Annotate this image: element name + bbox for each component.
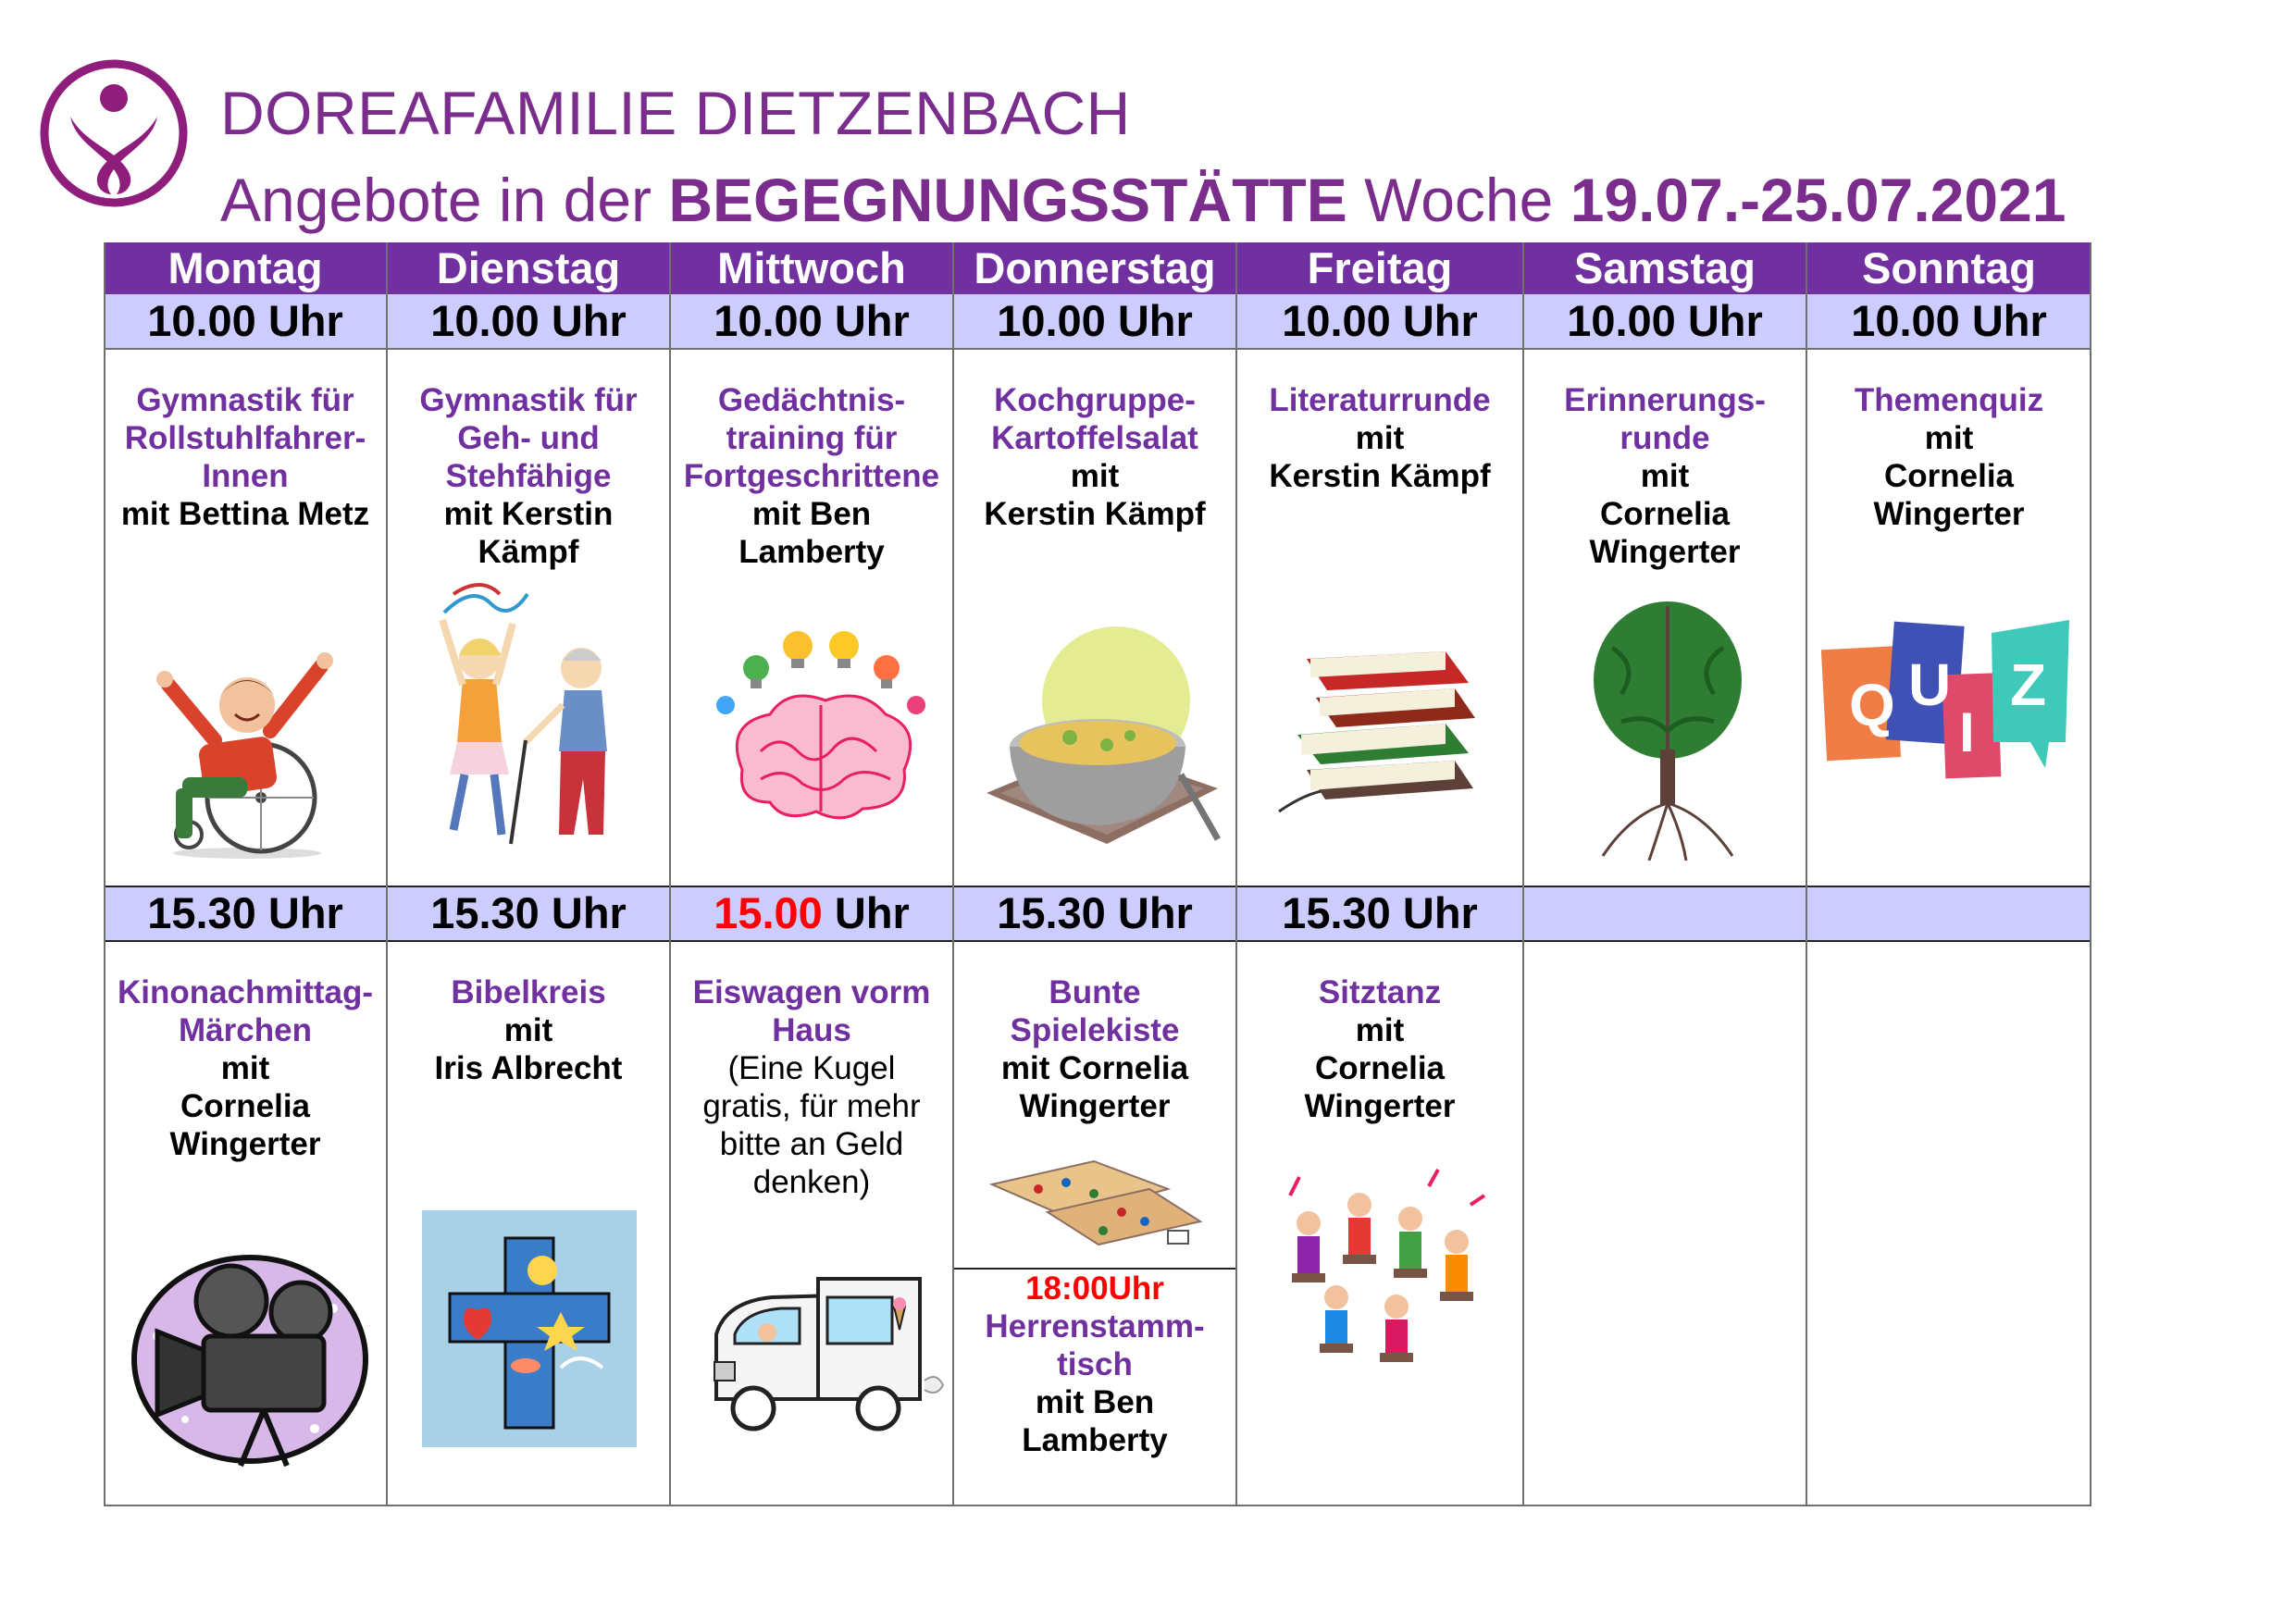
title-week: Woche <box>1364 166 1554 234</box>
weekly-schedule-table <box>104 242 2091 1506</box>
quiz-letter-z: Z <box>2010 651 2047 718</box>
afternoon-activity-friday: Sitztanz mit Cornelia Wingerter <box>1304 974 1456 1124</box>
table-border-right <box>2090 242 2091 1506</box>
afternoon-time-wednesday: 15.00 Uhr <box>670 886 953 940</box>
page-title <box>220 165 2066 235</box>
morning-activity-thursday: Kochgruppe- Kartoffelsalat mit Kerstin Kämpf <box>984 382 1206 532</box>
table-divider <box>953 1268 1236 1270</box>
afternoon-time-thursday: 15.30 Uhr <box>953 886 1236 940</box>
day-header-monday: Montag <box>104 242 387 294</box>
colorful-cross-icon <box>422 1210 637 1447</box>
column-divider <box>1806 242 1807 1506</box>
column-divider <box>1235 242 1237 1506</box>
morning-activity-wednesday: Gedächtnis- training für Fortgeschrittene mit Ben Lamberty <box>683 382 940 570</box>
day-header-wednesday: Mittwoch <box>670 242 953 294</box>
seated-dance-icon <box>1272 1168 1490 1371</box>
evening-activity-thursday: 18:00Uhr Herrenstamm- tisch mit Ben Lamberty <box>985 1270 1205 1458</box>
afternoon-activity-thursday: Bunte Spielekiste mit Cornelia Wingerter <box>1000 974 1189 1124</box>
table-divider <box>104 348 2091 350</box>
title-place: BEGEGNUNGSSTÄTTE <box>668 166 1347 234</box>
afternoon-time-sunday <box>1806 886 2091 940</box>
morning-time-wednesday: 10.00 Uhr <box>670 294 953 348</box>
quiz-letter-i: I <box>1959 701 1975 763</box>
morning-activity-sunday: Themenquiz mit Cornelia Wingerter <box>1854 382 2044 532</box>
morning-time-tuesday: 10.00 Uhr <box>387 294 670 348</box>
title-dates: 19.07.-25.07.2021 <box>1570 166 2066 234</box>
morning-time-thursday: 10.00 Uhr <box>953 294 1236 348</box>
table-divider <box>104 886 2091 887</box>
brain-lightbulbs-icon <box>705 613 937 835</box>
day-header-sunday: Sonntag <box>1806 242 2091 294</box>
morning-time-friday: 10.00 Uhr <box>1236 294 1523 348</box>
morning-activity-monday: Gymnastik für Rollstuhlfahrer- Innen mit Bettina Metz <box>120 382 370 532</box>
morning-time-sunday: 10.00 Uhr <box>1806 294 2091 348</box>
table-divider <box>104 940 2091 942</box>
table-border-bottom <box>104 1505 2091 1506</box>
book-stack-icon <box>1270 631 1492 825</box>
morning-activity-tuesday: Gymnastik für Geh- und Stehfähige mit Kerstin Kämpf <box>419 382 638 570</box>
day-header-saturday: Samstag <box>1523 242 1806 294</box>
day-header-tuesday: Dienstag <box>387 242 670 294</box>
wheelchair-exercise-icon <box>150 592 344 861</box>
board-games-icon <box>983 1147 1205 1249</box>
afternoon-time-saturday <box>1523 886 1806 940</box>
film-camera-icon <box>130 1234 370 1475</box>
quiz-letter-q: Q <box>1849 672 1895 738</box>
afternoon-time-tuesday: 15.30 Uhr <box>387 886 670 940</box>
quiz-letters-icon <box>1818 613 2073 788</box>
afternoon-activity-wednesday: Eiswagen vorm Haus (Eine Kugel gratis, für mehr bitte an Geld denken) <box>692 974 931 1200</box>
day-header-thursday: Donnerstag <box>953 242 1236 294</box>
doreafamilie-logo-icon <box>35 59 192 207</box>
morning-time-monday: 10.00 Uhr <box>104 294 387 348</box>
ice-cream-van-icon <box>698 1260 948 1445</box>
brain-tree-icon <box>1566 592 1769 861</box>
day-header-friday: Freitag <box>1236 242 1523 294</box>
afternoon-time-monday: 15.30 Uhr <box>104 886 387 940</box>
column-divider <box>1522 242 1524 1506</box>
quiz-letter-u: U <box>1908 651 1952 718</box>
organization-name: DOREAFAMILIE DIETZENBACH <box>220 79 1131 147</box>
morning-activity-saturday: Erinnerungs- runde mit Cornelia Wingerter <box>1564 382 1766 570</box>
afternoon-activity-monday: Kinonachmittag- Märchen mit Cornelia Wingerter <box>117 974 374 1162</box>
title-prefix: Angebote in der <box>220 166 652 234</box>
morning-time-saturday: 10.00 Uhr <box>1523 294 1806 348</box>
morning-activity-friday: Literaturrunde mit Kerstin Kämpf <box>1269 382 1491 494</box>
afternoon-activity-tuesday: Bibelkreis mit Iris Albrecht <box>434 974 623 1086</box>
column-divider <box>386 242 388 1506</box>
column-divider <box>952 242 954 1506</box>
seniors-dancing-icon <box>416 576 639 853</box>
table-border-left <box>104 242 105 1506</box>
column-divider <box>669 242 671 1506</box>
potato-salad-bowl-icon <box>968 608 1227 858</box>
afternoon-time-friday: 15.30 Uhr <box>1236 886 1523 940</box>
